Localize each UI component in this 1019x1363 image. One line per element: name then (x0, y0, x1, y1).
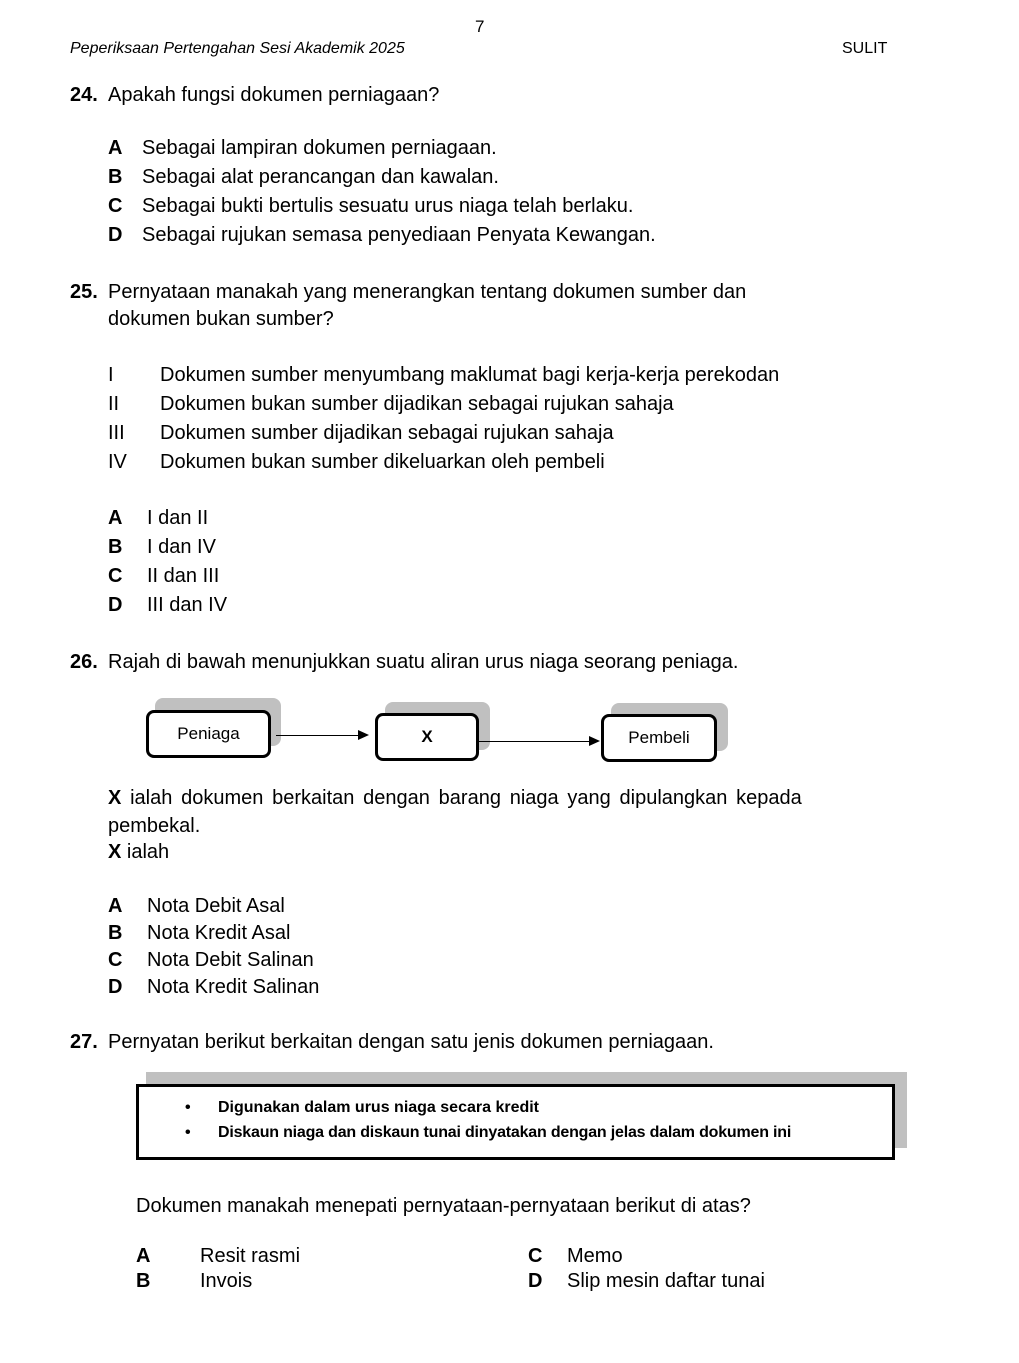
option-letter: B (136, 1270, 151, 1292)
option-letter: C (108, 565, 123, 587)
stem-line-1 (108, 786, 888, 810)
option-text: Slip mesin daftar tunai (567, 1270, 765, 1292)
statement-roman: I (108, 364, 114, 386)
option-letter: A (108, 137, 123, 159)
option-letter: D (108, 594, 123, 616)
exam-title: Peperiksaan Pertengahan Sesi Akademik 2025 (70, 40, 405, 57)
classification-label: SULIT (842, 40, 888, 57)
option-text: I dan IV (147, 536, 216, 558)
option-text: II dan III (147, 565, 220, 587)
statement-roman: III (108, 422, 125, 444)
option-letter: C (108, 195, 123, 217)
stem-line-2: pembekal. (108, 815, 201, 837)
question-number: 24. (70, 84, 98, 106)
question-text: Rajah di bawah menunjukkan suatu aliran urus niaga seorang peniaga. (108, 651, 739, 673)
option-letter: A (108, 895, 123, 917)
option-text: Resit rasmi (200, 1245, 301, 1267)
arrow-icon (479, 741, 598, 742)
option-text: Invois (200, 1270, 253, 1292)
option-letter: D (108, 224, 123, 246)
option-text: III dan IV (147, 594, 228, 616)
option-text: Nota Debit Salinan (147, 949, 314, 971)
arrow-icon (276, 735, 367, 736)
stem-bold: X (108, 841, 122, 863)
option-letter: D (108, 976, 123, 998)
question-text: Pernyataan manakah yang menerangkan tentang dokumen sumber dan (108, 281, 747, 303)
option-letter: C (528, 1245, 543, 1267)
stem-text: ialah (121, 841, 170, 863)
stem-line-3 (108, 840, 169, 864)
statement-text: Dokumen sumber menyumbang maklumat bagi kerja-kerja perekodan (160, 364, 780, 386)
question-prompt: Dokumen manakah menepati pernyataan-pernyataan berikut di atas? (136, 1195, 751, 1217)
option-letter: D (528, 1270, 543, 1292)
stem-text: ialah dokumen berkaitan dengan barang niaga yang dipulangkan kepada (121, 787, 802, 809)
bullet-icon: • (185, 1124, 191, 1141)
question-number: 26. (70, 651, 98, 673)
question-number: 25. (70, 281, 98, 303)
option-text: Nota Kredit Asal (147, 922, 291, 944)
question-text: dokumen bukan sumber? (108, 308, 334, 330)
option-letter: B (108, 536, 123, 558)
option-text: Sebagai bukti bertulis sesuatu urus niaga telah berlaku. (142, 195, 634, 217)
statement-roman: II (108, 393, 120, 415)
option-text: Sebagai rujukan semasa penyediaan Penyata Kewangan. (142, 224, 656, 246)
stem-bold: X (108, 787, 122, 809)
page-number: 7 (475, 17, 485, 36)
diagram-box-peniaga: Peniaga (146, 710, 271, 758)
option-letter: C (108, 949, 123, 971)
diagram-box-pembeli: Pembeli (601, 714, 717, 762)
statement-text: Dokumen sumber dijadikan sebagai rujukan sahaja (160, 422, 614, 444)
option-letter: B (108, 166, 123, 188)
statement-bullet: Diskaun niaga dan diskaun tunai dinyatakan dengan jelas dalam dokumen ini (218, 1124, 792, 1141)
option-letter: A (136, 1245, 151, 1267)
option-text: Memo (567, 1245, 623, 1267)
statement-text: Dokumen bukan sumber dijadikan sebagai rujukan sahaja (160, 393, 674, 415)
option-text: Nota Kredit Salinan (147, 976, 320, 998)
statement-roman: IV (108, 451, 127, 473)
option-letter: A (108, 507, 123, 529)
statement-bullet: Digunakan dalam urus niaga secara kredit (218, 1099, 540, 1116)
diagram-box-x: X (375, 713, 479, 761)
bullet-icon: • (185, 1099, 191, 1116)
question-text: Apakah fungsi dokumen perniagaan? (108, 84, 440, 106)
option-text: Sebagai alat perancangan dan kawalan. (142, 166, 499, 188)
option-letter: B (108, 922, 123, 944)
option-text: I dan II (147, 507, 209, 529)
question-number: 27. (70, 1031, 98, 1053)
statement-box (136, 1084, 895, 1160)
option-text: Sebagai lampiran dokumen perniagaan. (142, 137, 497, 159)
option-text: Nota Debit Asal (147, 895, 285, 917)
statement-text: Dokumen bukan sumber dikeluarkan oleh pembeli (160, 451, 605, 473)
question-text: Pernyatan berikut berkaitan dengan satu jenis dokumen perniagaan. (108, 1031, 714, 1053)
